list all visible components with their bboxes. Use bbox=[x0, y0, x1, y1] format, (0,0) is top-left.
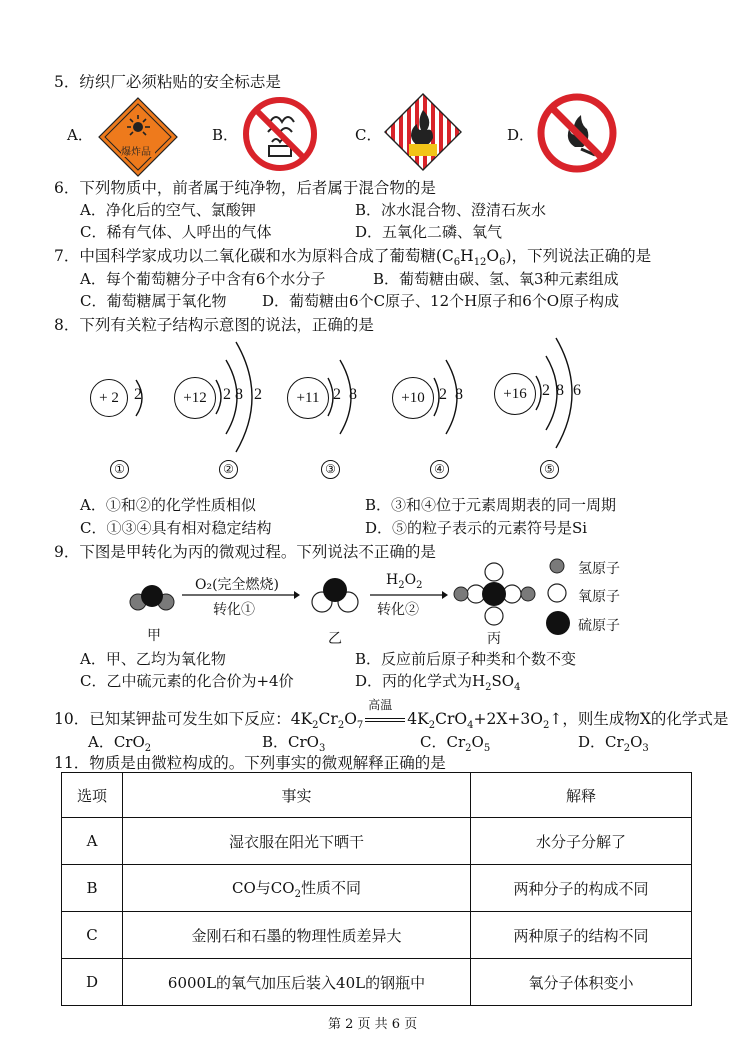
legend-hydrogen-label: 氢原子 bbox=[578, 561, 620, 577]
header-explanation: 解释 bbox=[471, 773, 692, 818]
jia-molecule bbox=[128, 582, 176, 616]
atom3-shell-1: 2 bbox=[333, 386, 341, 403]
yi-molecule bbox=[310, 576, 360, 616]
atom2-shell-2: 8 bbox=[235, 386, 243, 403]
atom1-nucleus: + 2 bbox=[90, 379, 128, 417]
q8-option-d: D．⑤的粒子表示的元素符号是Si bbox=[365, 519, 588, 537]
q7-option-b: B．葡萄糖由碳、氢、氧3种元素组成 bbox=[373, 270, 619, 288]
header-option: 选项 bbox=[62, 773, 123, 818]
atom3-label: ③ bbox=[321, 460, 340, 479]
atom4-shell-1: 2 bbox=[439, 386, 447, 403]
atom4-shell-arcs bbox=[428, 356, 478, 438]
atom4-label: ④ bbox=[430, 460, 449, 479]
legend-oxygen-swatch bbox=[545, 582, 569, 604]
row-d-fact: 6000L的氧气加压后装入40L的钢瓶中 bbox=[123, 959, 471, 1006]
row-d-explanation: 氧分子体积变小 bbox=[471, 959, 692, 1006]
q8-option-b: B．③和④位于元素周期表的同一周期 bbox=[365, 496, 617, 514]
flammable-solid-sign bbox=[383, 92, 463, 172]
q11-table bbox=[61, 772, 692, 1006]
atom5-shell-arcs bbox=[530, 334, 600, 452]
q6-option-c: C．稀有气体、人呼出的气体 bbox=[80, 223, 272, 241]
table-row bbox=[62, 959, 692, 1006]
atom3-shell-2: 8 bbox=[349, 386, 357, 403]
atom2-shell-1: 2 bbox=[223, 386, 231, 403]
q8-option-c: C．①③④具有相对稳定结构 bbox=[80, 519, 272, 537]
arrow1-top-label: O₂(完全燃烧) bbox=[195, 577, 280, 593]
row-a-fact: 湿衣服在阳光下晒干 bbox=[123, 818, 471, 865]
atom5-shell-2: 8 bbox=[556, 382, 564, 399]
atom2-shell-3: 2 bbox=[254, 386, 262, 403]
atom5-label: ⑤ bbox=[540, 460, 559, 479]
q7-option-a: A．每个葡萄糖分子中含有6个水分子 bbox=[80, 270, 326, 288]
arrow2-bottom-label: 转化② bbox=[377, 602, 419, 618]
q11-stem: 11．物质是由微粒构成的。下列事实的微观解释正确的是 bbox=[54, 754, 446, 772]
atom2-label: ② bbox=[219, 460, 238, 479]
q5-label-a: A． bbox=[67, 126, 93, 144]
row-b-option: B bbox=[62, 865, 123, 912]
atom1-shell-arcs bbox=[124, 374, 164, 422]
row-b-fact: CO与$CO_2$性质不同 bbox=[123, 865, 471, 912]
bing-label: 丙 bbox=[487, 631, 501, 647]
header-fact: 事实 bbox=[123, 773, 471, 818]
table-header-row bbox=[62, 773, 692, 818]
q5-label-c: C． bbox=[355, 126, 382, 144]
q9-stem: 9．下图是甲转化为丙的微观过程。下列说法不正确的是 bbox=[54, 543, 436, 561]
row-b-explanation: 两种分子的构成不同 bbox=[471, 865, 692, 912]
q6-option-d: D．五氧化二磷、氧气 bbox=[355, 223, 503, 241]
atom4-shell-2: 8 bbox=[455, 386, 463, 403]
explosive-sign bbox=[97, 96, 179, 178]
q7-option-d: D．葡萄糖由6个C原子、12个H原子和6个O原子构成 bbox=[262, 292, 620, 310]
atom1-label: ① bbox=[110, 460, 129, 479]
row-a-option: A bbox=[62, 818, 123, 865]
row-d-option: D bbox=[62, 959, 123, 1006]
q10-option-c: C．$Cr_2O_5$ bbox=[420, 733, 491, 754]
table-row bbox=[62, 865, 692, 912]
q9-option-d: D．丙的化学式为$H_2SO_4$ bbox=[355, 672, 521, 693]
q5-stem: 5．纺织厂必须粘贴的安全标志是 bbox=[54, 73, 281, 91]
bing-molecule bbox=[452, 560, 538, 628]
no-burning-sign bbox=[242, 96, 318, 172]
legend-oxygen-label: 氧原子 bbox=[578, 589, 620, 605]
legend-hydrogen-swatch bbox=[547, 557, 569, 575]
q8-option-a: A．①和②的化学性质相似 bbox=[80, 496, 256, 514]
arrow1-bottom-label: 转化① bbox=[213, 602, 255, 618]
q7-option-c: C．葡萄糖属于氧化物 bbox=[80, 292, 227, 310]
q6-option-b: B．冰水混合物、澄清石灰水 bbox=[355, 201, 547, 219]
jia-label: 甲 bbox=[147, 628, 161, 644]
atom1-shell-1: 2 bbox=[134, 386, 142, 403]
q9-option-c: C．乙中硫元素的化合价为+4价 bbox=[80, 672, 294, 690]
q8-stem: 8．下列有关粒子结构示意图的说法，正确的是 bbox=[54, 316, 374, 334]
page-footer: 第 2 页 共 6 页 bbox=[328, 1017, 418, 1032]
yi-label: 乙 bbox=[328, 631, 342, 647]
q5-label-d: D． bbox=[507, 126, 535, 144]
row-c-explanation: 两种原子的结构不同 bbox=[471, 912, 692, 959]
legend-sulfur-swatch bbox=[544, 609, 572, 637]
no-open-flame-sign bbox=[537, 93, 617, 173]
row-c-option: C bbox=[62, 912, 123, 959]
atom3-nucleus: +11 bbox=[287, 377, 329, 419]
table-row bbox=[62, 818, 692, 865]
atom5-shell-3: 6 bbox=[573, 382, 581, 399]
row-c-fact: 金刚石和石墨的物理性质差异大 bbox=[123, 912, 471, 959]
legend-sulfur-label: 硫原子 bbox=[578, 618, 620, 634]
q5-label-b: B． bbox=[212, 126, 239, 144]
atom3-shell-arcs bbox=[322, 356, 372, 438]
row-a-explanation: 水分子分解了 bbox=[471, 818, 692, 865]
atom2-shell-arcs bbox=[210, 338, 280, 456]
q10-stem: 10．已知某钾盐可发生如下反应：$4K_2Cr_2O_7$ 高温 $4K_2CrO_4+2X+3O_2↑$，则生成物X的化学式是 bbox=[54, 698, 729, 732]
q6-stem: 6．下列物质中，前者属于纯净物，后者属于混合物的是 bbox=[54, 179, 436, 197]
q7-stem: 7．中国科学家成功以二氧化碳和水为原料合成了葡萄糖$(C_6H_{12}O_6)$，下列说法正确的是 bbox=[54, 247, 652, 269]
q6-option-a: A．净化后的空气、氯酸钾 bbox=[80, 201, 256, 219]
atom2-nucleus: +12 bbox=[174, 377, 216, 419]
q10-option-d: D．$Cr_2O_3$ bbox=[578, 733, 649, 754]
table-row bbox=[62, 912, 692, 959]
atom4-nucleus: +10 bbox=[392, 377, 434, 419]
q10-option-a: A．CrO$_2$ bbox=[88, 733, 152, 754]
q10-option-b: B．CrO$_3$ bbox=[262, 733, 326, 754]
atom5-nucleus: +16 bbox=[494, 373, 536, 415]
q9-option-b: B．反应前后原子种类和个数不变 bbox=[355, 650, 577, 668]
explosive-sign-text: 爆炸品 bbox=[121, 147, 151, 158]
q10-condition: 高温 bbox=[368, 698, 393, 712]
atom5-shell-1: 2 bbox=[542, 382, 550, 399]
arrow2-top-label: $H_2O_2$ bbox=[386, 572, 423, 591]
q9-option-a: A．甲、乙均为氧化物 bbox=[80, 650, 226, 668]
